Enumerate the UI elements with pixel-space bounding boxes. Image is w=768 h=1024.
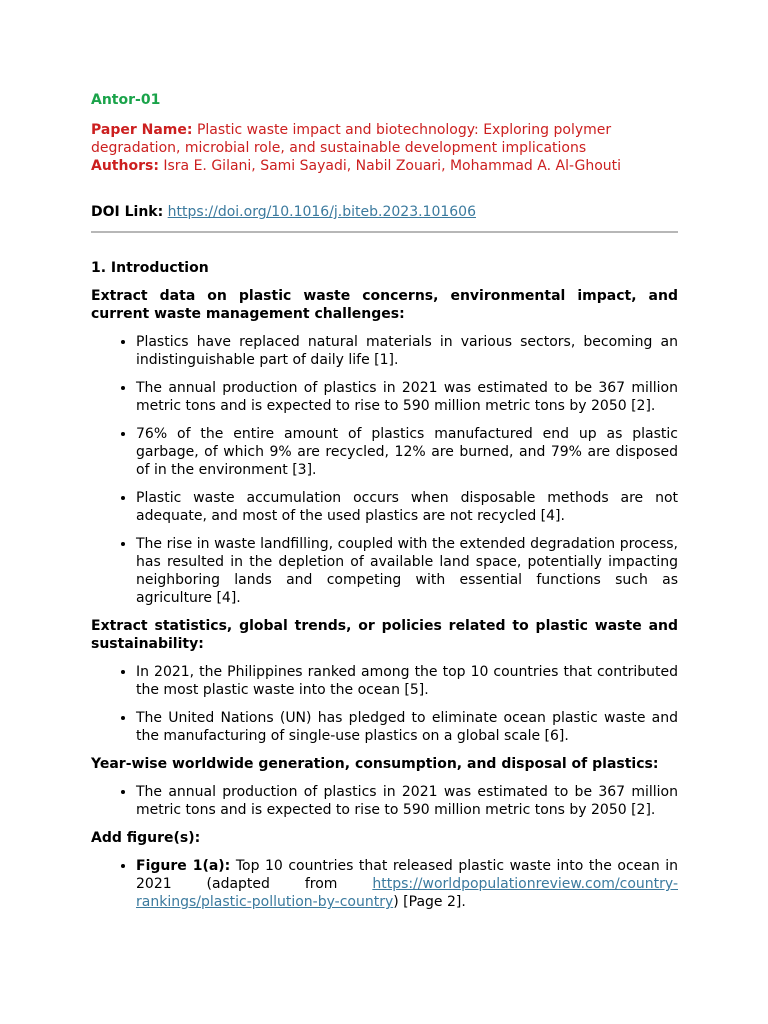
list-item: • The rise in waste landfilling, coupled with the extended degradation process, has resulted in the depletion of available land space, potentially impacting neighboring lands and competing with essential functions such as agriculture [4]. <box>136 535 678 607</box>
figure-label: Figure 1(a): <box>136 858 231 874</box>
authors: Isra E. Gilani, Sami Sayadi, Nabil Zouari, Mohammad A. Al-Ghouti <box>163 158 622 174</box>
doi-line <box>91 203 678 221</box>
paper-name-label: Paper Name: <box>91 122 193 138</box>
question-add-figures: Add figure(s): <box>91 830 201 846</box>
document-code: Antor-01 <box>91 92 161 108</box>
bullet-list-year-wise <box>91 783 678 819</box>
bullet-list-figures <box>91 857 678 911</box>
question-environmental-impact: Extract data on plastic waste concerns, environmental impact, and current waste management challenges: <box>91 288 678 322</box>
question-statistics-trends: Extract statistics, global trends, or policies related to plastic waste and sustainability: <box>91 618 678 652</box>
bullet-list-environmental-impact <box>91 333 678 607</box>
figure-list-item <box>136 857 678 911</box>
paper-name: Plastic waste impact and biotechnology: Exploring polymer degradation, microbial role, and sustainable development implications <box>91 122 612 156</box>
section-title: 1. Introduction <box>91 260 209 276</box>
doi-link[interactable]: https://doi.org/10.1016/j.biteb.2023.101606 <box>167 204 476 220</box>
horizontal-rule <box>91 231 678 233</box>
doi-label: DOI Link: <box>91 204 164 220</box>
paper-name-line <box>91 121 678 157</box>
bullet-list-statistics-trends <box>91 663 678 745</box>
document-content <box>91 91 678 921</box>
authors-label: Authors: <box>91 158 159 174</box>
list-item: • In 2021, the Philippines ranked among the top 10 countries that contributed the most plastic waste into the ocean [5]. <box>136 663 678 699</box>
figure-page-ref: ) [Page 2]. <box>393 894 466 910</box>
list-item: • The United Nations (UN) has pledged to eliminate ocean plastic waste and the manufacturing of single-use plastics on a global scale [6]. <box>136 709 678 745</box>
list-item: • Plastic waste accumulation occurs when disposable methods are not adequate, and most of the used plastics are not recycled [4]. <box>136 489 678 525</box>
authors-line <box>91 157 678 175</box>
question-year-wise: Year-wise worldwide generation, consumption, and disposal of plastics: <box>91 756 659 772</box>
list-item: • The annual production of plastics in 2021 was estimated to be 367 million metric tons and is expected to rise to 590 million metric tons by 2050 [2]. <box>136 379 678 415</box>
list-item: • The annual production of plastics in 2021 was estimated to be 367 million metric tons and is expected to rise to 590 million metric tons by 2050 [2]. <box>136 783 678 819</box>
figure-source-link[interactable]: https://worldpopulationreview.com/country-rankings/plastic-pollution-by-country <box>136 876 678 910</box>
list-item: • 76% of the entire amount of plastics manufactured end up as plastic garbage, of which 9% are recycled, 12% are burned, and 79% are disposed of in the environment [3]. <box>136 425 678 479</box>
figure-caption: Top 10 countries that released plastic waste into the ocean in 2021 (adapted from <box>136 858 678 892</box>
list-item: • Plastics have replaced natural materials in various sectors, becoming an indistinguishable part of daily life [1]. <box>136 333 678 369</box>
